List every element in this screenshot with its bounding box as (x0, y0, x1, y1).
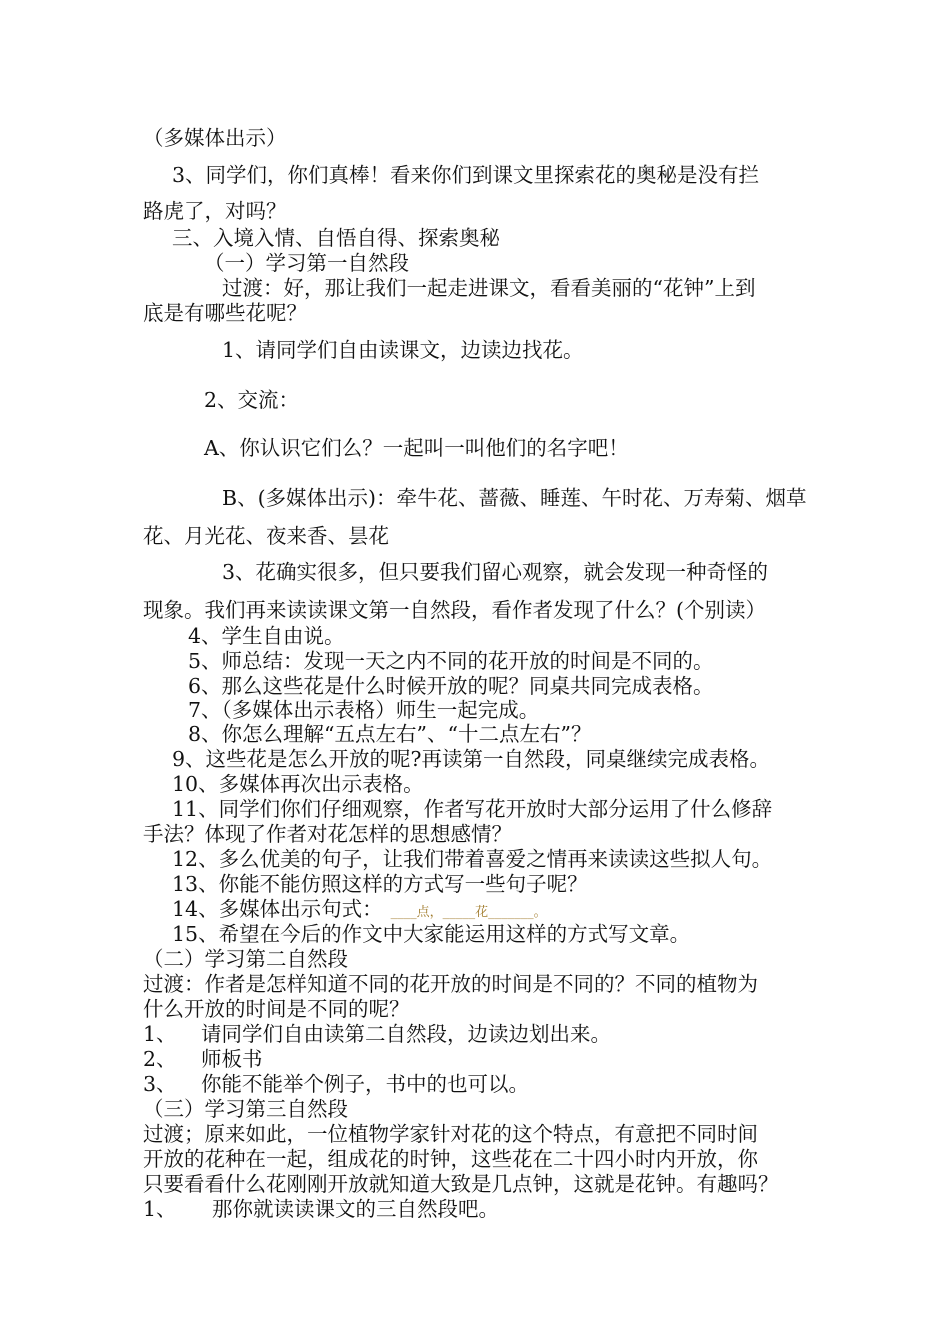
line-text: （三）学习第三自然段 (143, 1097, 348, 1121)
line-text: B、(多媒体出示)：牵牛花、蔷薇、睡莲、午时花、万寿菊、烟草 (222, 486, 807, 510)
text-line (143, 526, 389, 547)
subsection-heading (204, 253, 409, 274)
line-text: 12、多么优美的句子，让我们带着喜爱之情再来读读这些拟人句。 (172, 847, 773, 871)
line-text: 只要看看什么花刚刚开放就知道大致是几点钟，这就是花钟。有趣吗？ (143, 1172, 779, 1196)
text-line (143, 201, 287, 222)
text-line (188, 676, 714, 697)
list-item (143, 1072, 529, 1096)
list-item (143, 1022, 611, 1046)
list-number: 1、 (143, 1197, 177, 1221)
line-text: 3、同学们，你们真棒！看来你们到课文里探索花的奥秘是没有拦 (172, 163, 760, 187)
text-line (143, 824, 512, 845)
line-text: 9、这些花是怎么开放的呢?再读第一自然段，同桌继续完成表格。 (172, 747, 771, 771)
text-line (172, 799, 772, 820)
text-line (143, 600, 766, 621)
section-heading (172, 228, 500, 249)
text-line (204, 390, 299, 411)
text-line (172, 774, 424, 795)
line-text: 现象。我们再来读读课文第一自然段，看作者发现了什么？(个别读） (143, 598, 766, 622)
text-line (172, 165, 759, 186)
text-line (172, 924, 690, 945)
line-text: （二）学习第二自然段 (143, 947, 348, 971)
list-text: 请同学们自由读第二自然段，边读边划出来。 (201, 1022, 611, 1046)
list-item (143, 1047, 263, 1071)
text-line (143, 1124, 758, 1145)
line-text: （一）学习第一自然段 (204, 251, 409, 275)
line-text: 11、同学们你们仔细观察，作者写花开放时大部分运用了什么修辞 (172, 797, 773, 821)
line-text: 过渡：作者是怎样知道不同的花开放的时间是不同的？不同的植物为 (143, 972, 758, 996)
text-line (188, 724, 591, 745)
line-text: 15、希望在今后的作文中大家能运用这样的方式写文章。 (172, 922, 691, 946)
text-line (222, 278, 755, 299)
line-text: 3、花确实很多，但只要我们留心观察，就会发现一种奇怪的 (222, 560, 769, 584)
line-text: （多媒体出示） (143, 126, 287, 150)
text-line (143, 128, 287, 149)
text-line (172, 899, 547, 920)
line-text: 过渡：好，那让我们一起走进课文，看看美丽的“花钟”上到 (222, 276, 756, 300)
line-text: 14、多媒体出示句式： (172, 897, 383, 921)
list-item (143, 1197, 499, 1221)
line-text: 路虎了，对吗？ (143, 199, 287, 223)
line-text: 三、入境入情、自悟自得、探索奥秘 (172, 226, 500, 250)
line-text: 花、月光花、夜来香、昙花 (143, 524, 389, 548)
line-text: 7、（多媒体出示表格）师生一起完成。 (188, 698, 540, 722)
line-text: 4、学生自由说。 (188, 624, 345, 648)
line-text: 5、师总结：发现一天之内不同的花开放的时间是不同的。 (188, 649, 714, 673)
line-text: 开放的花种在一起，组成花的时钟，这些花在二十四小时内开放，你 (143, 1147, 758, 1171)
line-text: 2、交流： (204, 388, 300, 412)
line-text: 1、请同学们自由读课文，边读边找花。 (222, 338, 584, 362)
line-text: 8、你怎么理解“五点左右”、“十二点左右”？ (188, 722, 592, 746)
text-line (143, 1149, 758, 1170)
line-text: 过渡；原来如此，一位植物学家针对花的这个特点，有意把不同时间 (143, 1122, 758, 1146)
text-line (143, 974, 758, 995)
list-number: 2、 (143, 1047, 177, 1071)
text-line (172, 874, 588, 895)
text-line (222, 562, 768, 583)
text-line (143, 303, 307, 324)
line-text: A、你认识它们么？一起叫一叫他们的名字吧！ (204, 436, 629, 460)
text-line (172, 849, 772, 870)
line-text: 13、你能不能仿照这样的方式写一些句子呢？ (172, 872, 588, 896)
list-text: 那你就读读课文的三自然段吧。 (212, 1197, 499, 1221)
line-text: 10、多媒体再次出示表格。 (172, 772, 424, 796)
text-line (188, 700, 539, 721)
list-number: 3、 (143, 1072, 177, 1096)
line-text: 6、那么这些花是什么时候开放的呢？同桌共同完成表格。 (188, 674, 714, 698)
line-text: 底是有哪些花呢？ (143, 301, 307, 325)
subsection-heading (143, 1099, 348, 1120)
line-text: 什么开放的时间是不同的呢？ (143, 997, 410, 1021)
subsection-heading (143, 949, 348, 970)
text-line (188, 651, 714, 672)
fill-blank-pattern: ____点，_____花_______。 (390, 905, 547, 920)
text-line (143, 999, 410, 1020)
list-number: 1、 (143, 1022, 177, 1046)
text-line (222, 340, 584, 361)
text-line (143, 1174, 779, 1195)
text-line (204, 438, 629, 459)
list-text: 师板书 (201, 1047, 263, 1071)
line-text: 手法？体现了作者对花怎样的思想感情？ (143, 822, 512, 846)
text-line (222, 488, 807, 509)
text-line (172, 749, 770, 770)
list-text: 你能不能举个例子，书中的也可以。 (201, 1072, 529, 1096)
text-line (188, 626, 345, 647)
